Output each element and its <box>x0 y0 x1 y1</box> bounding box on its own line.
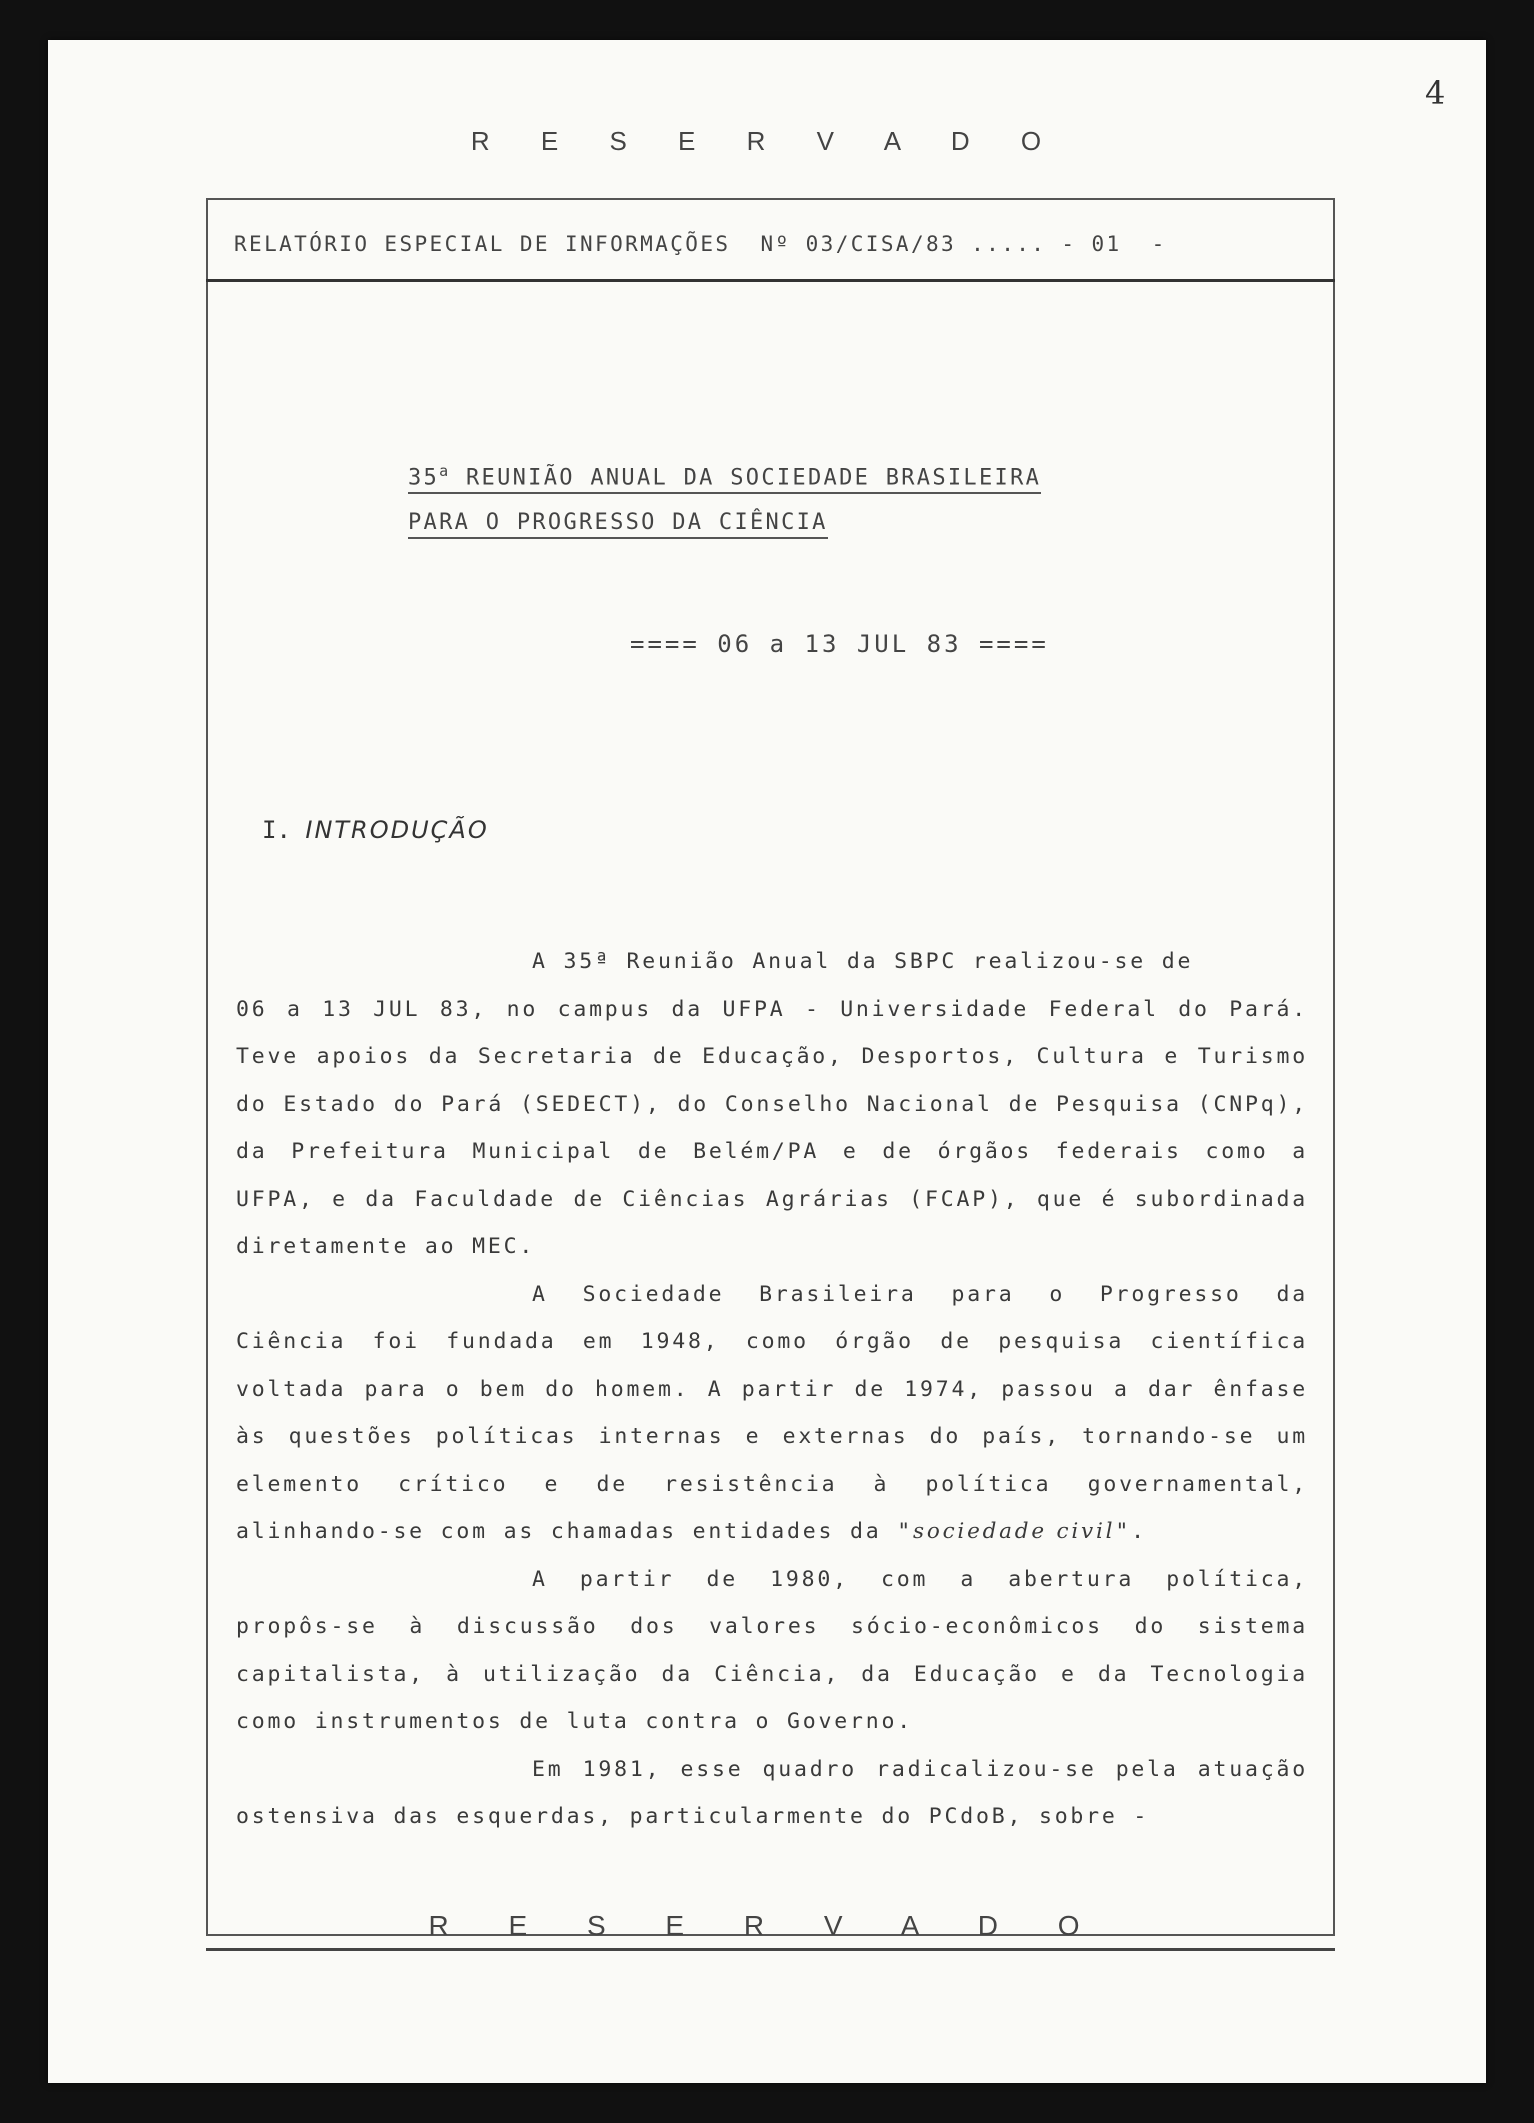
paragraph-1-first-line: A 35ª Reunião Anual da SBPC realizou-se de <box>532 949 1194 974</box>
classification-bottom: R E S E R V A D O <box>428 1910 1106 1941</box>
classification-top: R E S E R V A D O <box>470 126 1064 156</box>
page-number: 4 <box>1425 74 1446 112</box>
paragraph-2-italic: sociedade civil <box>913 1519 1116 1544</box>
paragraph-4: Em 1981, esse quadro radicalizou-se pela atuação ostensiva das esquerdas, particularmente do PCdoB, sobre - <box>236 1756 1308 1829</box>
title-line-2: PARA O PROGRESSO DA CIÊNCIA <box>408 510 828 539</box>
document-body <box>236 938 1308 1841</box>
section-heading <box>262 816 489 844</box>
title-line-1 <box>408 462 1041 494</box>
paragraph-2-text: A Sociedade Brasileira para o Progresso da Ciência foi fundada em 1948, como órgão de pesquisa científica voltada para o bem do homem. A partir de 1974, passou a dar ênfase às questões políticas internas e externas do país, tornando-se um elemento crítico e de resistência à política governamental, alinhando-se com as chamadas entidades da " <box>236 1281 1308 1544</box>
section-number: I. <box>262 816 291 844</box>
paragraph-3: A partir de 1980, com a abertura política, propôs-se à discussão dos valores sócio-econômicos do sistema capitalista, à utilização da Ciência, da Educação e da Tecnologia como instrumentos de luta contra o Governo. <box>236 1566 1308 1734</box>
report-header: RELATÓRIO ESPECIAL DE INFORMAÇÕES Nº 03/CISA/83 ..... - 01 - <box>234 232 1167 256</box>
meeting-title <box>408 462 1041 555</box>
footer-rule <box>206 1948 1335 1951</box>
paragraph-1: 06 a 13 JUL 83, no campus da UFPA - Universidade Federal do Pará. Teve apoios da Secretaria de Educação, Desportos, Cultura e Turismo do Estado do Pará (SEDECT), do Conselho Nacional de Pesquisa (CNPq), da Prefeitura Municipal de Belém/PA e de órgãos federais como a UFPA, e da Faculdade de Ciências Agrárias (FCAP), que é subordinada diretamente ao MEC. <box>236 996 1308 1259</box>
title-ordinal-sup: a <box>439 462 451 480</box>
title-line-1-text: REUNIÃO ANUAL DA SOCIEDADE BRASILEIRA <box>465 465 1042 491</box>
title-ordinal: 35 <box>408 465 440 491</box>
meeting-dates: ==== 06 a 13 JUL 83 ==== <box>630 630 1049 658</box>
paragraph-2-end: ". <box>1115 1519 1147 1544</box>
paragraph-2 <box>236 1271 1308 1556</box>
section-title: INTRODUÇÃO <box>305 816 489 844</box>
